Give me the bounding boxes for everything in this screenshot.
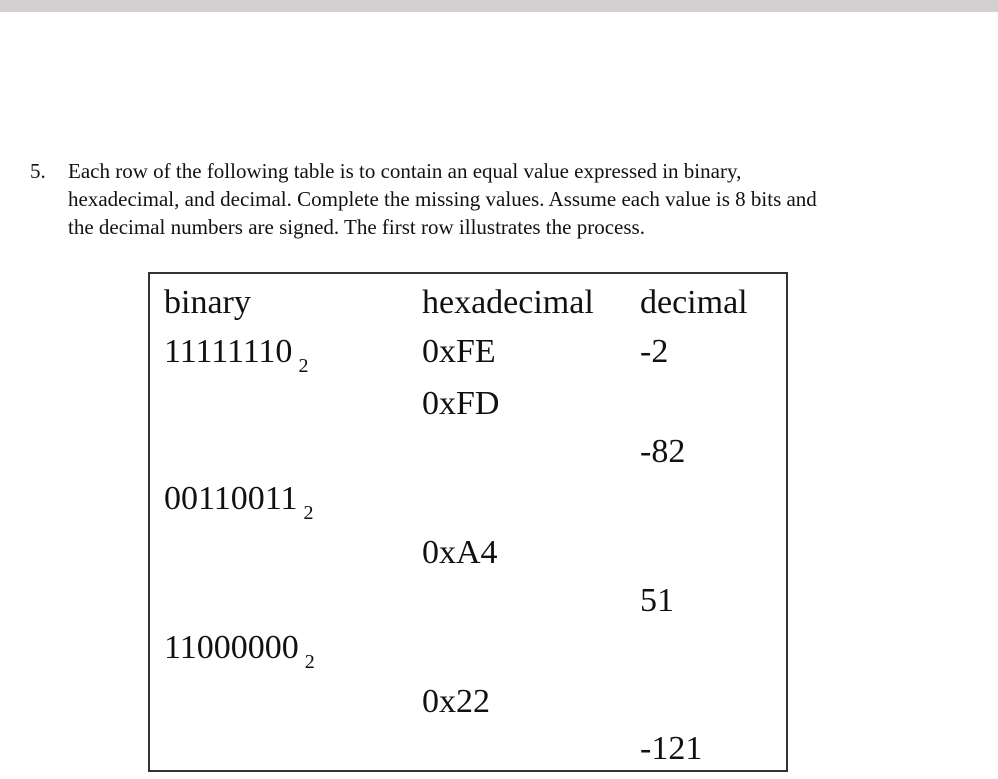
binary-value: 11111110 (164, 333, 293, 370)
base-subscript: 2 (304, 651, 315, 673)
binary-value: 00110011 (164, 480, 298, 517)
hex-cell: 0xFD (422, 385, 500, 422)
question-number: 5. (30, 159, 46, 183)
decimal-cell: -82 (640, 433, 686, 470)
hex-cell: 0x22 (422, 683, 490, 720)
header-decimal: decimal (640, 284, 748, 321)
binary-cell (164, 479, 313, 523)
question-line: hexadecimal, and decimal. Complete the missing values. Assume each value is 8 bits and (68, 187, 817, 211)
decimal-cell: -121 (640, 730, 703, 767)
question-line: the decimal numbers are signed. The first row illustrates the process. (68, 215, 645, 239)
question-line: Each row of the following table is to contain an equal value expressed in binary, (68, 159, 742, 183)
question-text (68, 157, 968, 241)
decimal-cell: -2 (640, 333, 669, 370)
base-subscript: 2 (298, 355, 309, 377)
base-subscript: 2 (303, 502, 314, 524)
binary-cell (164, 332, 308, 376)
hex-cell: 0xA4 (422, 534, 498, 571)
binary-value: 11000000 (164, 629, 299, 666)
hex-cell: 0xFE (422, 333, 496, 370)
header-binary: binary (164, 284, 251, 321)
top-bar (0, 0, 998, 12)
decimal-cell: 51 (640, 582, 674, 619)
header-hexadecimal: hexadecimal (422, 284, 594, 321)
binary-cell (164, 628, 315, 672)
conversion-table (148, 272, 788, 772)
